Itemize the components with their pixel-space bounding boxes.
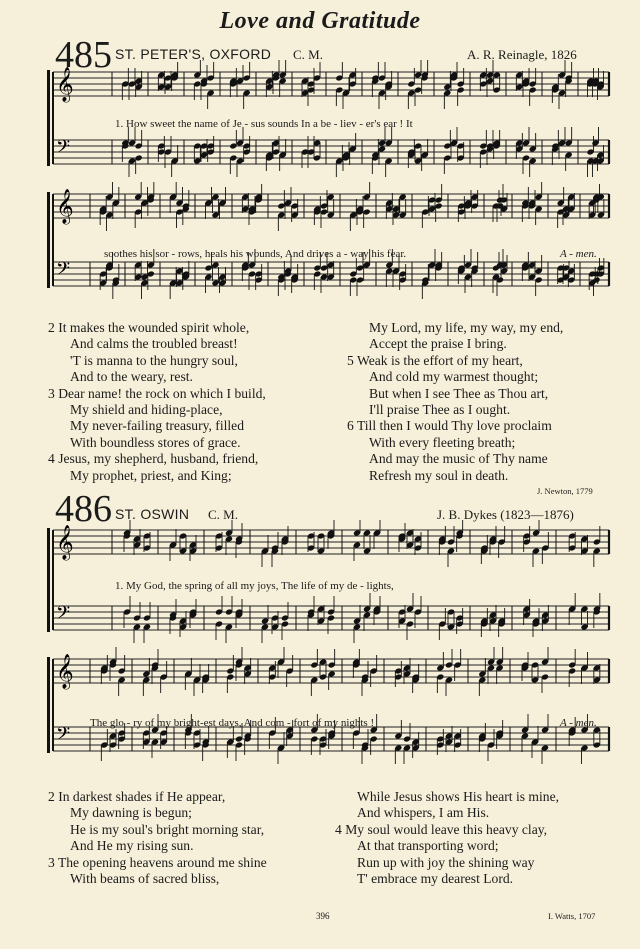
verse-line: And cold my warmest thought; (369, 369, 539, 385)
svg-text:𝄞: 𝄞 (56, 525, 74, 560)
verse-line: He is my soul's bright morning star, (70, 821, 265, 837)
verse-line: My shield and hiding-place, (70, 402, 223, 418)
verse-line: And may the music of Thy name (369, 451, 548, 467)
verse-line: 2 In darkest shades if He appear, (48, 789, 226, 804)
tune-name: ST. OSWIN (115, 506, 190, 522)
verse-line: With beams of sacred bliss, (70, 871, 220, 887)
verse-line: 4 My soul would leave this heavy clay, (335, 821, 548, 837)
author-credit: J. Newton, 1779 (537, 486, 593, 496)
page-number: 396 (316, 911, 330, 921)
meter: C. M. (208, 507, 238, 522)
lyric-line: 1. My God, the spring of all my joys, The life of my de - lights, (115, 580, 394, 592)
verse-line: And to the weary, rest. (70, 369, 193, 385)
author-credit: I. Watts, 1707 (548, 911, 596, 921)
svg-text:𝄞: 𝄞 (56, 67, 74, 102)
amen-label: A - men. (560, 248, 597, 260)
verse-line: And He my rising sun. (70, 838, 194, 854)
verses-right (347, 320, 563, 484)
verse-line: T' embrace my dearest Lord. (357, 871, 514, 887)
meter: C. M. (293, 47, 323, 62)
verse-line: I'll praise Thee as I ought. (369, 402, 511, 418)
verse-line: My never-failing treasury, filled (70, 418, 244, 434)
composer: J. B. Dykes (1823—1876) (437, 507, 574, 522)
composer: A. R. Reinagle, 1826 (467, 47, 577, 62)
verse-line: 3 Dear name! the rock on which I build, (48, 385, 266, 401)
verse-line: But when I see Thee as Thou art, (369, 385, 549, 401)
lyric-line: 1. How sweet the name of Je - sus sounds In a be - liev - er's ear ! It (115, 118, 413, 130)
verse-line: My prophet, priest, and King; (70, 467, 232, 483)
verse-line: While Jesus shows His heart is mine, (357, 789, 559, 804)
verse-line: Accept the praise I bring. (369, 336, 507, 352)
amen-label: A - men. (560, 717, 597, 729)
tune-name: ST. PETER'S, OXFORD (115, 46, 272, 62)
hymn-number: 486 (55, 488, 112, 530)
verse-line: My dawning is begun; (70, 805, 192, 821)
verse-line: 6 Till then I would Thy love proclaim (347, 418, 552, 434)
svg-text:𝄢: 𝄢 (56, 603, 71, 628)
svg-text:𝄞: 𝄞 (56, 189, 74, 224)
verse-line: My Lord, my life, my way, my end, (369, 320, 564, 335)
verses-right (335, 789, 559, 887)
verse-line: 4 Jesus, my shepherd, husband, friend, (48, 451, 259, 467)
verse-line: And calms the troubled breast! (70, 336, 238, 352)
verse-line: 'T is manna to the hungry soul, (70, 352, 238, 368)
verse-line: 3 The opening heavens around me shine (48, 854, 267, 870)
music-system (0, 647, 640, 782)
svg-text:𝄢: 𝄢 (56, 724, 71, 749)
verse-line: Run up with joy the shining way (357, 854, 535, 870)
verse-line: And whispers, I am His. (357, 805, 490, 821)
svg-text:𝄢: 𝄢 (56, 137, 71, 162)
verse-line: With boundless stores of grace. (70, 434, 241, 450)
page-title: Love and Gratitude (219, 8, 421, 34)
verse-line: At that transporting word; (357, 838, 499, 854)
svg-text:𝄢: 𝄢 (56, 259, 71, 284)
svg-text:𝄞: 𝄞 (56, 654, 74, 689)
lyric-line: soothes his sor - rows, heals his wounds, And drives a - way his fear. (104, 248, 407, 260)
verse-line: Refresh my soul in death. (369, 467, 509, 483)
verse-line: With every fleeting breath; (369, 434, 516, 450)
verse-line: 2 It makes the wounded spirit whole, (48, 320, 250, 335)
verses-left (48, 789, 267, 887)
verses-left (48, 320, 266, 484)
verse-line: 5 Weak is the effort of my heart, (347, 352, 523, 368)
hymn-number: 485 (55, 34, 112, 76)
lyric-line: The glo - ry of my bright-est days, And com - fort of my nights ! (90, 717, 375, 729)
